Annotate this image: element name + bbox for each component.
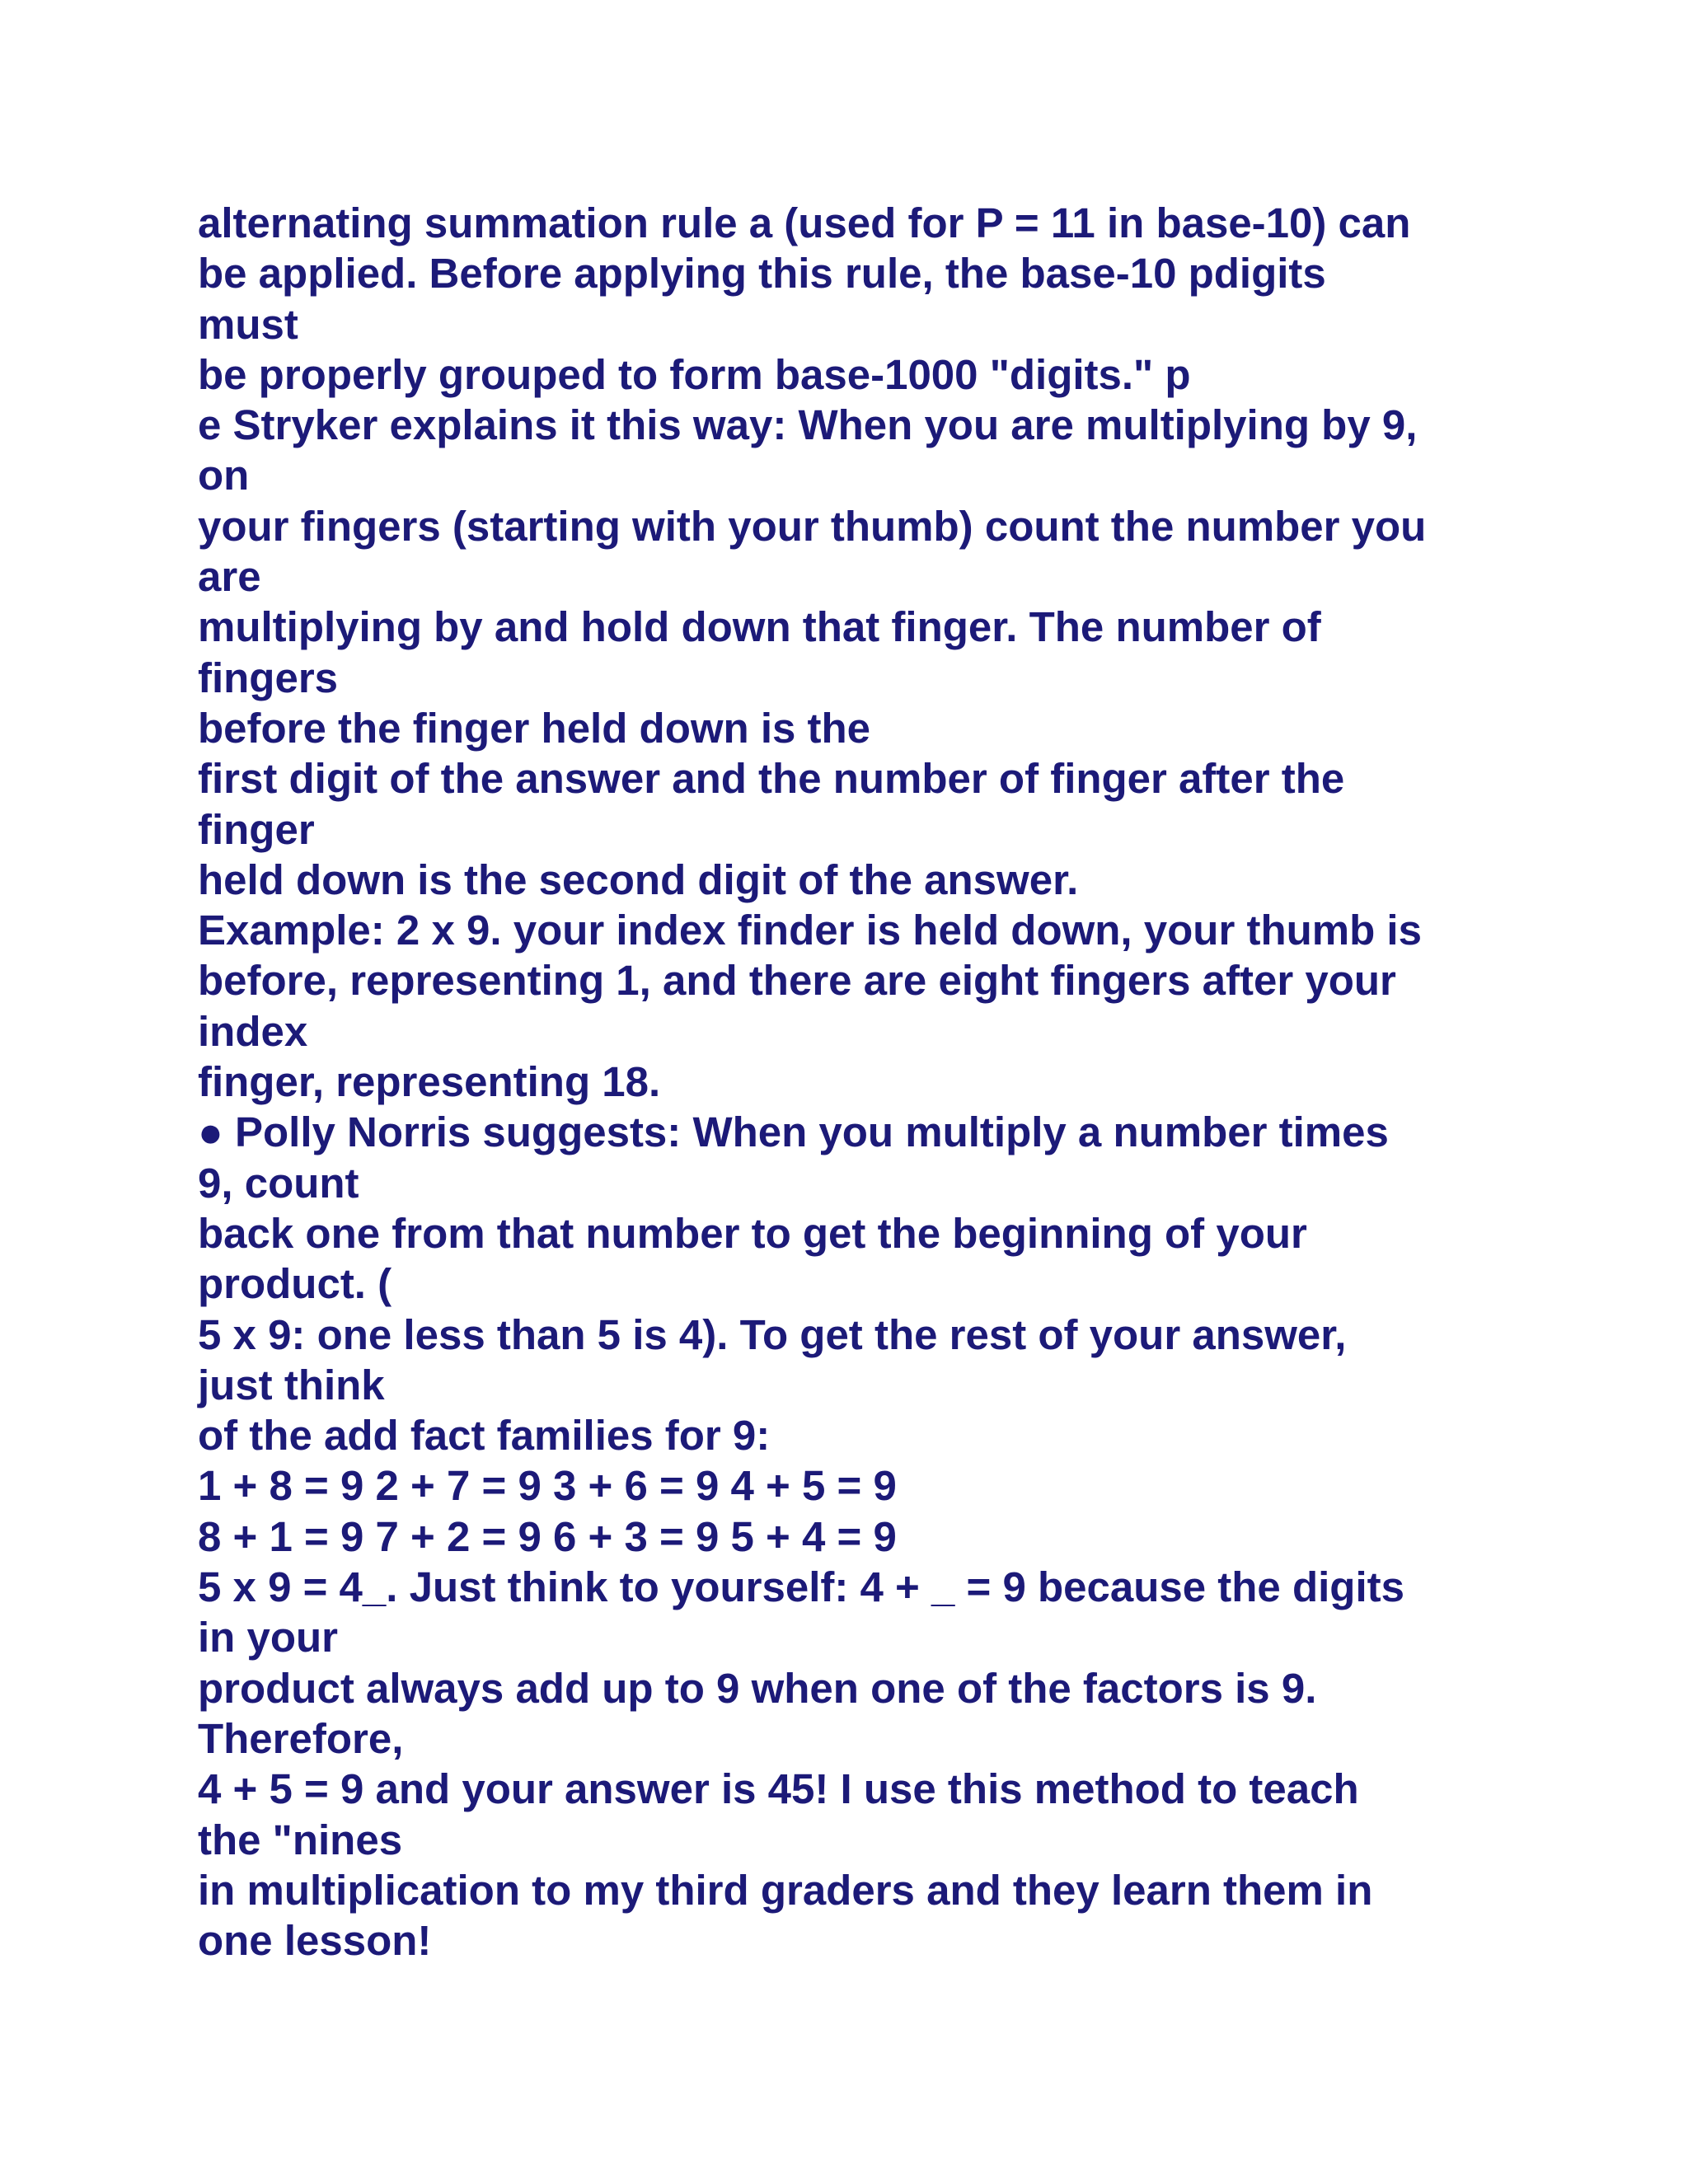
text-line: be applied. Before applying this rule, the base-10 pdigits	[198, 250, 1326, 298]
text-line: fingers	[198, 654, 339, 701]
text-line: Example: 2 x 9. your index finder is held down, your thumb is	[198, 907, 1422, 954]
text-line: 4 + 5 = 9 and your answer is 45! I use this method to teach	[198, 1765, 1359, 1813]
text-line: Therefore,	[198, 1714, 404, 1762]
text-line: one lesson!	[198, 1917, 432, 1965]
text-line: multiplying by and hold down that finger. The number of	[198, 603, 1321, 651]
text-line: must	[198, 300, 298, 348]
text-line: before, representing 1, and there are eight fingers after your	[198, 957, 1396, 1005]
text-line: 5 x 9: one less than 5 is 4). To get the rest of your answer,	[198, 1310, 1347, 1358]
text-line: just think	[198, 1361, 385, 1408]
text-line: be properly grouped to form base-1000 "digits." p	[198, 350, 1191, 398]
text-line: held down is the second digit of the answer.	[198, 855, 1079, 903]
text-line: finger, representing 18.	[198, 1058, 661, 1106]
text-line: on	[198, 452, 250, 499]
text-line: in multiplication to my third graders and they learn them in	[198, 1866, 1373, 1914]
text-line: product. (	[198, 1260, 392, 1308]
text-line: product always add up to 9 when one of the factors is 9.	[198, 1664, 1317, 1712]
text-line: 5 x 9 = 4_. Just think to yourself: 4 + _ = 9 because the digits	[198, 1563, 1404, 1611]
text-line: e Stryker explains it this way: When you are multiplying by 9,	[198, 401, 1418, 449]
text-line: 9, count	[198, 1159, 359, 1207]
text-line: before the finger held down is the	[198, 704, 871, 752]
text-line: first digit of the answer and the number of finger after the	[198, 755, 1345, 803]
text-line: finger	[198, 805, 315, 853]
text-line: alternating summation rule a (used for P = 11 in base-10) can	[198, 199, 1411, 246]
equation-line: 1 + 8 = 9 2 + 7 = 9 3 + 6 = 9 4 + 5 = 9	[198, 1462, 897, 1510]
text-line: of the add fact families for 9:	[198, 1412, 771, 1460]
text-line: index	[198, 1007, 308, 1055]
text-line: in your	[198, 1614, 339, 1661]
text-line: are	[198, 553, 261, 601]
bullet-line: ● Polly Norris suggests: When you multiply a number times	[198, 1108, 1389, 1156]
text-line: the "nines	[198, 1816, 403, 1863]
document-body-text	[198, 198, 1550, 1966]
text-line: your fingers (starting with your thumb) count the number you	[198, 502, 1427, 550]
equation-line: 8 + 1 = 9 7 + 2 = 9 6 + 3 = 9 5 + 4 = 9	[198, 1512, 897, 1560]
text-line: back one from that number to get the beginning of your	[198, 1209, 1307, 1257]
